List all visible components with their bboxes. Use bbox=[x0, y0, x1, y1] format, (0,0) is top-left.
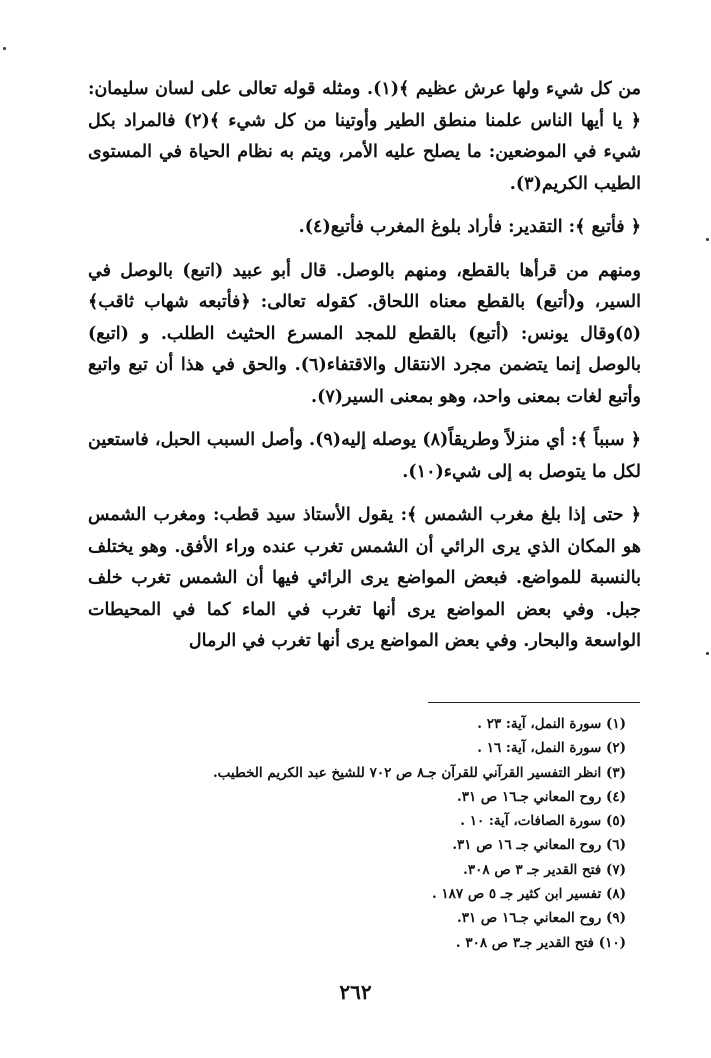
footnote: (١٠) فتح القدير جـ٣ ص ٣٠٨ . bbox=[455, 934, 626, 951]
footnote: (٥) سورة الصافات، آية: ١٠ . bbox=[460, 813, 626, 830]
page-number: ٢٦٢ bbox=[339, 980, 372, 1004]
main-text bbox=[88, 74, 641, 658]
footnote: (٢) سورة النمل، آية: ١٦ . bbox=[477, 740, 626, 757]
footnote: (٦) روح المعاني جـ ١٦ ص ٣١. bbox=[452, 837, 626, 854]
paragraph: ومنهم من قرأها بالقطع، ومنهم بالوصل. قال أبو عبيد (اتبع) بالوصل في السير، و(أتبع) بالقطع معناه اللحاق. كقوله تعالى: ﴿فأتبعه شهاب ثاقب﴾(٥)وقال يونس: (أتبع) بالقطع للمجد المسرع الحثيث الطلب. و (اتبع) بالوصل إنما يتضمن مجرد الانتقال والاقتفاء(٦). والحق في هذا أن تبع واتبع وأتبع لغات بمعنى واحد، وهو بمعنى السير(٧). bbox=[88, 260, 641, 407]
footnote: (٤) روح المعاني جـ١٦ ص ٣١. bbox=[457, 788, 626, 805]
footnote: (٣) انظر التفسير القرآني للقرآن جـ٨ ص ٧٠٢ للشيخ عبد الكريم الخطيب. bbox=[212, 764, 626, 781]
footnote: (٨) تفسير ابن كثير جـ ٥ ص ١٨٧ . bbox=[432, 886, 626, 903]
paragraph: ﴿ سبباً ﴾: أي منزلاً وطريقاً(٨) يوصله إليه(٩). وأصل السبب الحبل، فاستعين لكل ما يتوصل به إلى شيء(١٠). bbox=[88, 430, 641, 482]
footnote: (٩) روح المعاني جـ١٦ ص ٣١. bbox=[457, 910, 626, 927]
footnote: (١) سورة النمل، آية: ٢٣ . bbox=[477, 716, 626, 732]
scan-mark bbox=[3, 47, 6, 50]
footnotes bbox=[160, 712, 626, 955]
scan-mark bbox=[706, 238, 709, 241]
paragraph: من كل شيء ولها عرش عظيم ﴾(١). ومثله قوله تعالى على لسان سليمان: ﴿ يا أيها الناس علمنا منطق الطير وأوتينا من كل شيء ﴾(٢) فالمراد بكل شيء في الموضعين: ما يصلح عليه الأمر، ويتم به نظام الحياة في المستوى الطيب الكريم(٣). bbox=[88, 79, 641, 194]
footnote-divider bbox=[428, 702, 640, 703]
scan-mark bbox=[706, 652, 709, 655]
footnote: (٧) فتح القدير جـ ٣ ص ٣٠٨. bbox=[463, 861, 626, 878]
paragraph: ﴿ حتى إذا بلغ مغرب الشمس ﴾: يقول الأستاذ سيد قطب: ومغرب الشمس هو المكان الذي يرى الرائي أن الشمس تغرب عنده وراء الأفق. وهو يختلف بالنسبة للمواضع. فبعض المواضع يرى الرائي فيها أن الشمس تغرب خلف جبل. وفي بعض المواضع يرى أنها تغرب في الماء كما في المحيطات الواسعة والبحار. وفي بعض المواضع يرى أنها تغرب في الرمال bbox=[88, 505, 641, 651]
paragraph: ﴿ فأتبع ﴾: التقدير: فأراد بلوغ المغرب فأتبع(٤). bbox=[298, 217, 641, 237]
